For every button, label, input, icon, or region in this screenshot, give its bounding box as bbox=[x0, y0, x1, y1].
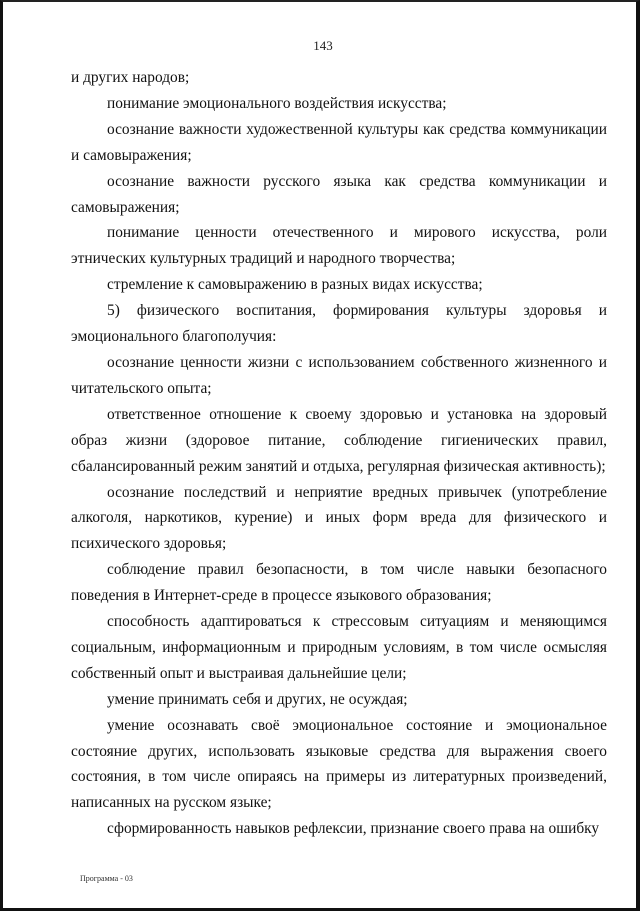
paragraph: ответственное отношение к своему здоровью и установка на здоровый образ жизни (здоровое питание, соблюдение гигиенических правил, сбалансированный режим занятий и отдыха, регулярная физическая активность); bbox=[71, 405, 607, 475]
page-number: 143 bbox=[313, 38, 333, 53]
paragraph: понимание эмоционального воздействия искусства; bbox=[107, 94, 447, 112]
paragraph: осознание важности русского языка как средства коммуникации и самовыражения; bbox=[71, 172, 607, 216]
paragraph: соблюдение правил безопасности, в том числе навыки безопасного поведения в Интернет-среде в процессе языкового образования; bbox=[71, 561, 607, 605]
footer-label: Программа - 03 bbox=[80, 874, 133, 883]
paragraph: осознание важности художественной культуры как средства коммуникации и самовыражения; bbox=[71, 120, 607, 164]
paragraph: способность адаптироваться к стрессовым ситуациям и меняющимся социальным, информационным и природным условиям, в том числе осмысляя собственный опыт и выстраивая дальнейшие цели; bbox=[71, 613, 607, 682]
paragraph: сформированность навыков рефлексии, признание своего права на ошибку bbox=[107, 820, 600, 838]
paragraph: осознание последствий и неприятие вредных привычек (употребление алкоголя, наркотиков, курение) и иных форм вреда для физического и психического здоровья; bbox=[71, 483, 607, 553]
paragraph: 5) физического воспитания, формирования культуры здоровья и эмоционального благополучия: bbox=[71, 302, 607, 346]
paragraph: стремление к самовыражению в разных видах искусства; bbox=[107, 276, 483, 294]
paragraph: понимание ценности отечественного и мирового искусства, роли этнических культурных традиций и народного творчества; bbox=[71, 224, 607, 268]
paragraph: и других народов; bbox=[71, 69, 190, 86]
paragraph: умение осознавать своё эмоциональное состояние и эмоциональное состояние других, использовать языковые средства для выражения своего состояния, в том числе опираясь на примеры из литературных произведений, написанных на русском языке; bbox=[71, 716, 607, 812]
paragraph: умение принимать себя и других, не осуждая; bbox=[107, 690, 408, 708]
paragraph: осознание ценности жизни с использованием собственного жизненного и читательского опыта; bbox=[71, 353, 607, 397]
body-text bbox=[71, 65, 607, 842]
